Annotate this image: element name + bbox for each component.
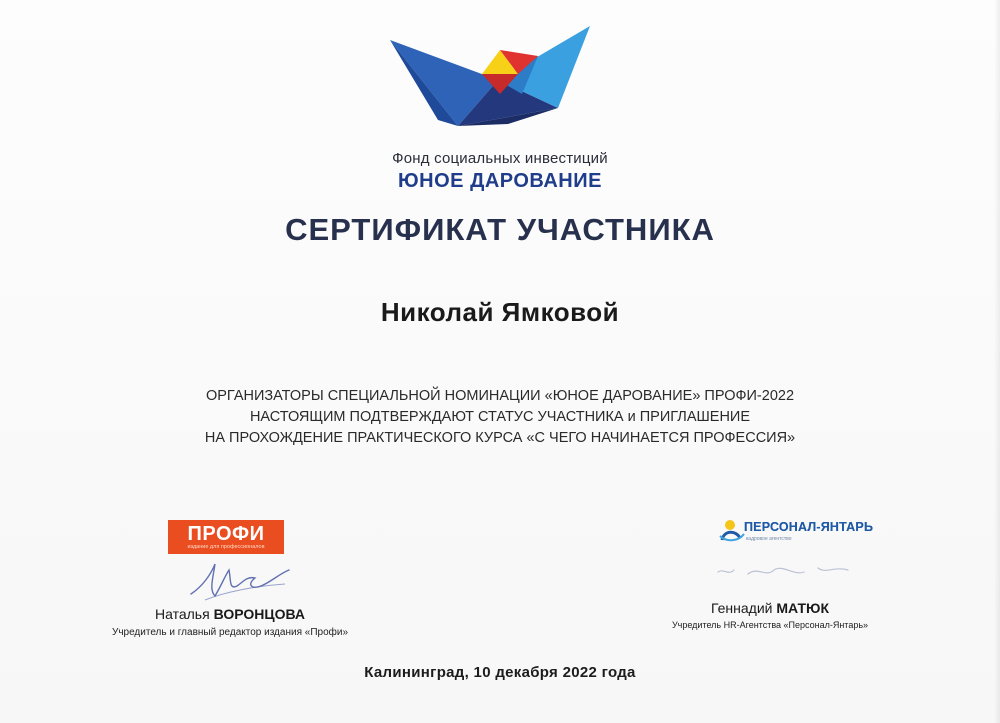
body-line: НАСТОЯЩИМ ПОДТВЕРЖДАЮТ СТАТУС УЧАСТНИКА и ПРИГЛАШЕНИЕ — [249, 409, 751, 425]
signer-left-name — [90, 606, 370, 622]
body-line: НА ПРОХОЖДЕНИЕ ПРАКТИЧЕСКОГО КУРСА «С ЧЕГО НАЧИНАЕТСЯ ПРОФЕССИЯ» — [204, 430, 796, 446]
body-line: ОРГАНИЗАТОРЫ СПЕЦИАЛЬНОЙ НОМИНАЦИИ «ЮНОЕ ДАРОВАНИЕ» ПРОФИ-2022 — [205, 388, 795, 404]
place-and-date: Калининград, 10 декабря 2022 года — [364, 664, 636, 681]
signer-right-last-name: МАТЮК — [776, 600, 829, 616]
recipient-name: Николай Ямковой — [380, 297, 620, 327]
personal-yantar-logo-text: ПЕРСОНАЛ-ЯНТАРЬ — [744, 520, 874, 534]
person-globe-icon — [718, 516, 746, 544]
fund-name: Фонд социальных инвестиций — [392, 150, 608, 167]
signer-right-role: Учредитель HR-Агентства «Персонал-Янтарь» — [671, 620, 869, 630]
personal-yantar-logo — [716, 514, 874, 548]
signer-right-name — [640, 600, 900, 616]
profi-logo-text: ПРОФИ — [187, 522, 265, 545]
signer-right-first-name: Геннадий — [711, 600, 773, 616]
profi-logo — [168, 520, 284, 554]
fund-brand: ЮНОЕ ДАРОВАНИЕ — [398, 170, 602, 192]
signer-left-role: Учредитель и главный редактор издания «Профи» — [111, 627, 349, 638]
certificate-title: СЕРТИФИКАТ УЧАСТНИКА — [285, 212, 715, 247]
profi-logo-tagline: издание для профессионалов — [187, 543, 265, 550]
signer-left-last-name: ВОРОНЦОВА — [213, 606, 306, 622]
signature-left-icon — [185, 556, 295, 604]
paper-boat-logo-icon — [388, 24, 600, 132]
certificate-body — [150, 386, 850, 449]
personal-yantar-logo-tagline: кадровое агентство — [746, 536, 792, 542]
signer-left-first-name: Наталья — [154, 606, 210, 622]
signature-right-icon — [708, 556, 858, 586]
